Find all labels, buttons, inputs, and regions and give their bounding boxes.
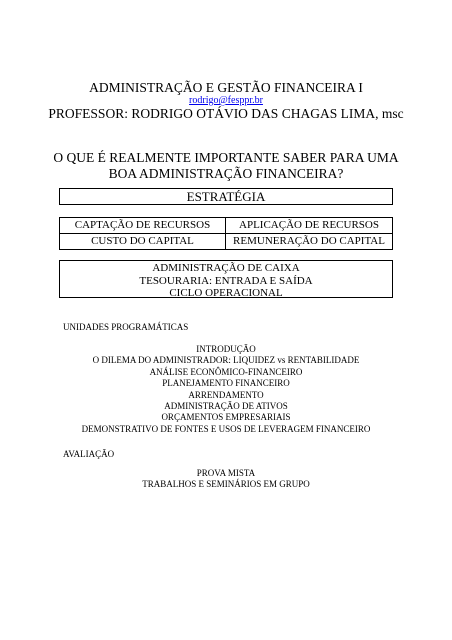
unidades-list bbox=[0, 344, 452, 435]
list-item: ORÇAMENTOS EMPRESARIAIS bbox=[161, 412, 291, 423]
cash-box-line: ADMINISTRAÇÃO DE CAIXA bbox=[152, 262, 300, 274]
cash-box-line: CICLO OPERACIONAL bbox=[169, 287, 283, 299]
professor-email-link[interactable]: rodrigo@fesppr.br bbox=[189, 95, 263, 106]
list-item: INTRODUÇÃO bbox=[196, 344, 256, 354]
cash-management-box bbox=[59, 260, 393, 298]
list-item: PROVA MISTA bbox=[196, 468, 256, 478]
avaliacao-label: AVALIAÇÃO bbox=[63, 449, 115, 459]
unidades-label: UNIDADES PROGRAMÁTICAS bbox=[63, 322, 189, 332]
grid-cell-remuneracao: REMUNERAÇÃO DO CAPITAL bbox=[233, 234, 385, 247]
grid-cell-captacao: CAPTAÇÃO DE RECURSOS bbox=[60, 218, 226, 234]
list-item: ADMINISTRAÇÃO DE ATIVOS bbox=[164, 401, 288, 412]
strategy-grid bbox=[59, 217, 393, 250]
cash-box-line: TESOURARIA: ENTRADA E SAÍDA bbox=[139, 274, 313, 287]
grid-cell-aplicacao: APLICAÇÃO DE RECURSOS bbox=[226, 218, 392, 234]
key-question-line-1: O QUE É REALMENTE IMPORTANTE SABER PARA UMA bbox=[53, 150, 399, 165]
course-title: ADMINISTRAÇÃO E GESTÃO FINANCEIRA I bbox=[89, 80, 363, 95]
list-item: PLANEJAMENTO FINANCEIRO bbox=[162, 378, 290, 389]
strategy-title-box: ESTRATÉGIA bbox=[59, 188, 393, 205]
key-question bbox=[0, 150, 452, 182]
list-item: ANÁLISE ECONÔMICO-FINANCEIRO bbox=[149, 366, 303, 377]
list-item: TRABALHOS E SEMINÁRIOS EM GRUPO bbox=[142, 479, 310, 490]
list-item: ARRENDAMENTO bbox=[188, 389, 264, 400]
list-item: O DILEMA DO ADMINISTRADOR: LIQUIDEZ vs RENTABILIDADE bbox=[92, 355, 360, 366]
grid-cell-custo: CUSTO DO CAPITAL bbox=[60, 234, 226, 250]
professor-name: PROFESSOR: RODRIGO OTÁVIO DAS CHAGAS LIMA, msc bbox=[48, 106, 404, 121]
key-question-line-2: BOA ADMINISTRAÇÃO FINANCEIRA? bbox=[108, 166, 344, 181]
list-item: DEMONSTRATIVO DE FONTES E USOS DE LEVERAGEM FINANCEIRO bbox=[81, 423, 371, 434]
avaliacao-list bbox=[0, 468, 452, 491]
